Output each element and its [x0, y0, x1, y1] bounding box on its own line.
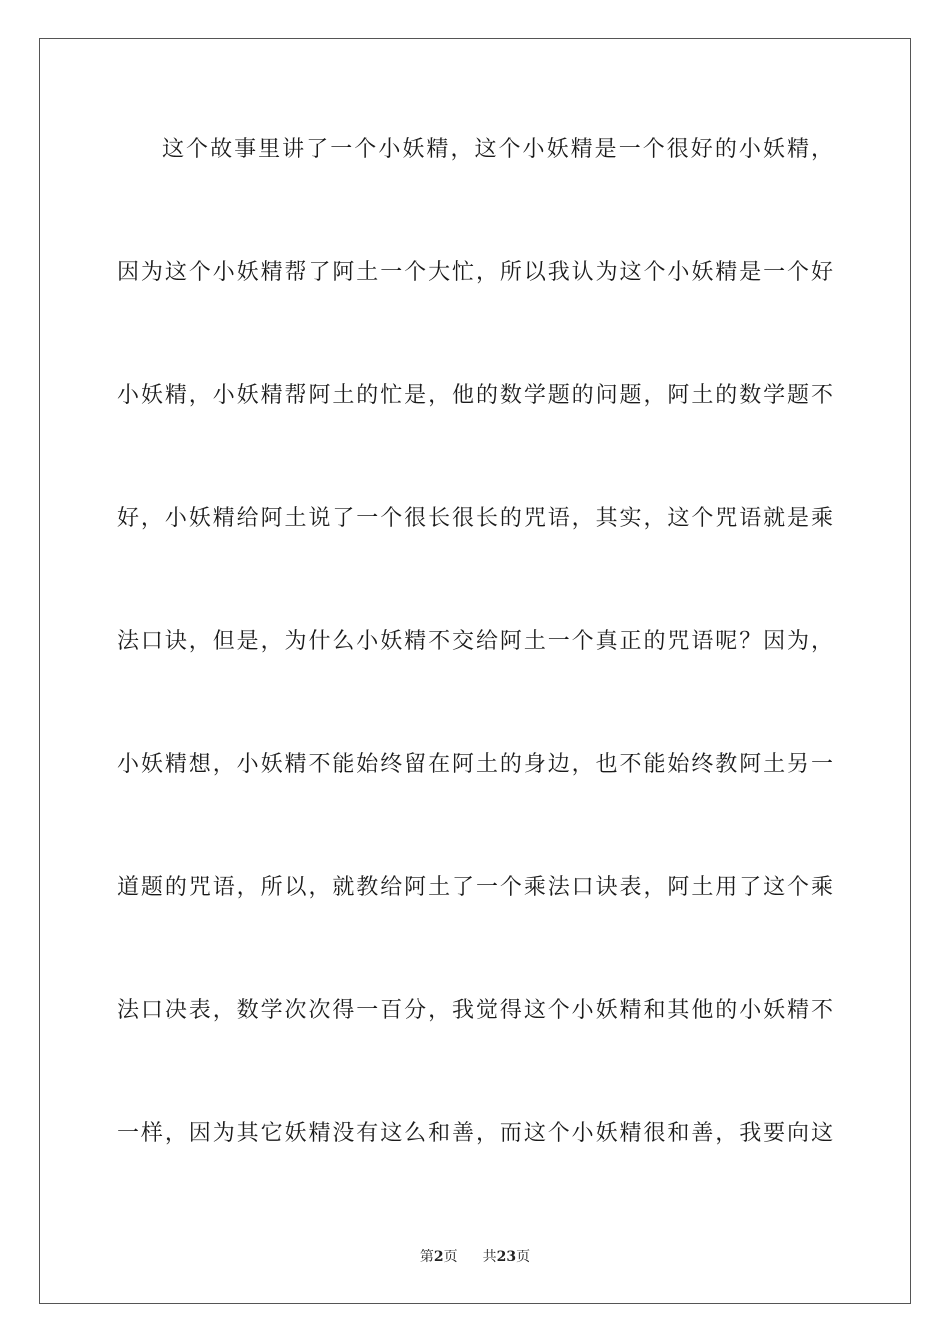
paragraph-line-5: 法口诀，但是，为什么小妖精不交给阿土一个真正的咒语呢？因为，: [117, 629, 833, 654]
paragraph-line-3: 小妖精，小妖精帮阿土的忙是，他的数学题的问题，阿土的数学题不: [117, 383, 833, 408]
paragraph-line-4: 好，小妖精给阿土说了一个很长很长的咒语，其实，这个咒语就是乘: [117, 506, 833, 531]
paragraph-line-6: 小妖精想，小妖精不能始终留在阿土的身边，也不能始终教阿土另一: [117, 752, 833, 777]
footer-total-suffix: 页: [516, 1249, 531, 1265]
footer-page-number: 2: [433, 1249, 444, 1265]
footer-page-prefix: 第: [419, 1249, 434, 1265]
paragraph-line-8: 法口决表，数学次次得一百分，我觉得这个小妖精和其他的小妖精不: [117, 998, 833, 1023]
page-footer: [0, 1247, 950, 1267]
paragraph-line-7: 道题的咒语，所以，就教给阿土了一个乘法口诀表，阿土用了这个乘: [117, 875, 833, 900]
footer-page-suffix: 页: [443, 1249, 458, 1265]
footer-total-pages: 23: [496, 1249, 517, 1265]
page-border: [39, 38, 911, 1304]
footer-total-prefix: 共: [482, 1249, 497, 1265]
paragraph-line-2: 因为这个小妖精帮了阿土一个大忙，所以我认为这个小妖精是一个好: [117, 260, 833, 285]
paragraph-line-9: 一样，因为其它妖精没有这么和善，而这个小妖精很和善，我要向这: [117, 1121, 833, 1146]
paragraph-line-1: 这个故事里讲了一个小妖精，这个小妖精是一个很好的小妖精，: [162, 137, 833, 162]
